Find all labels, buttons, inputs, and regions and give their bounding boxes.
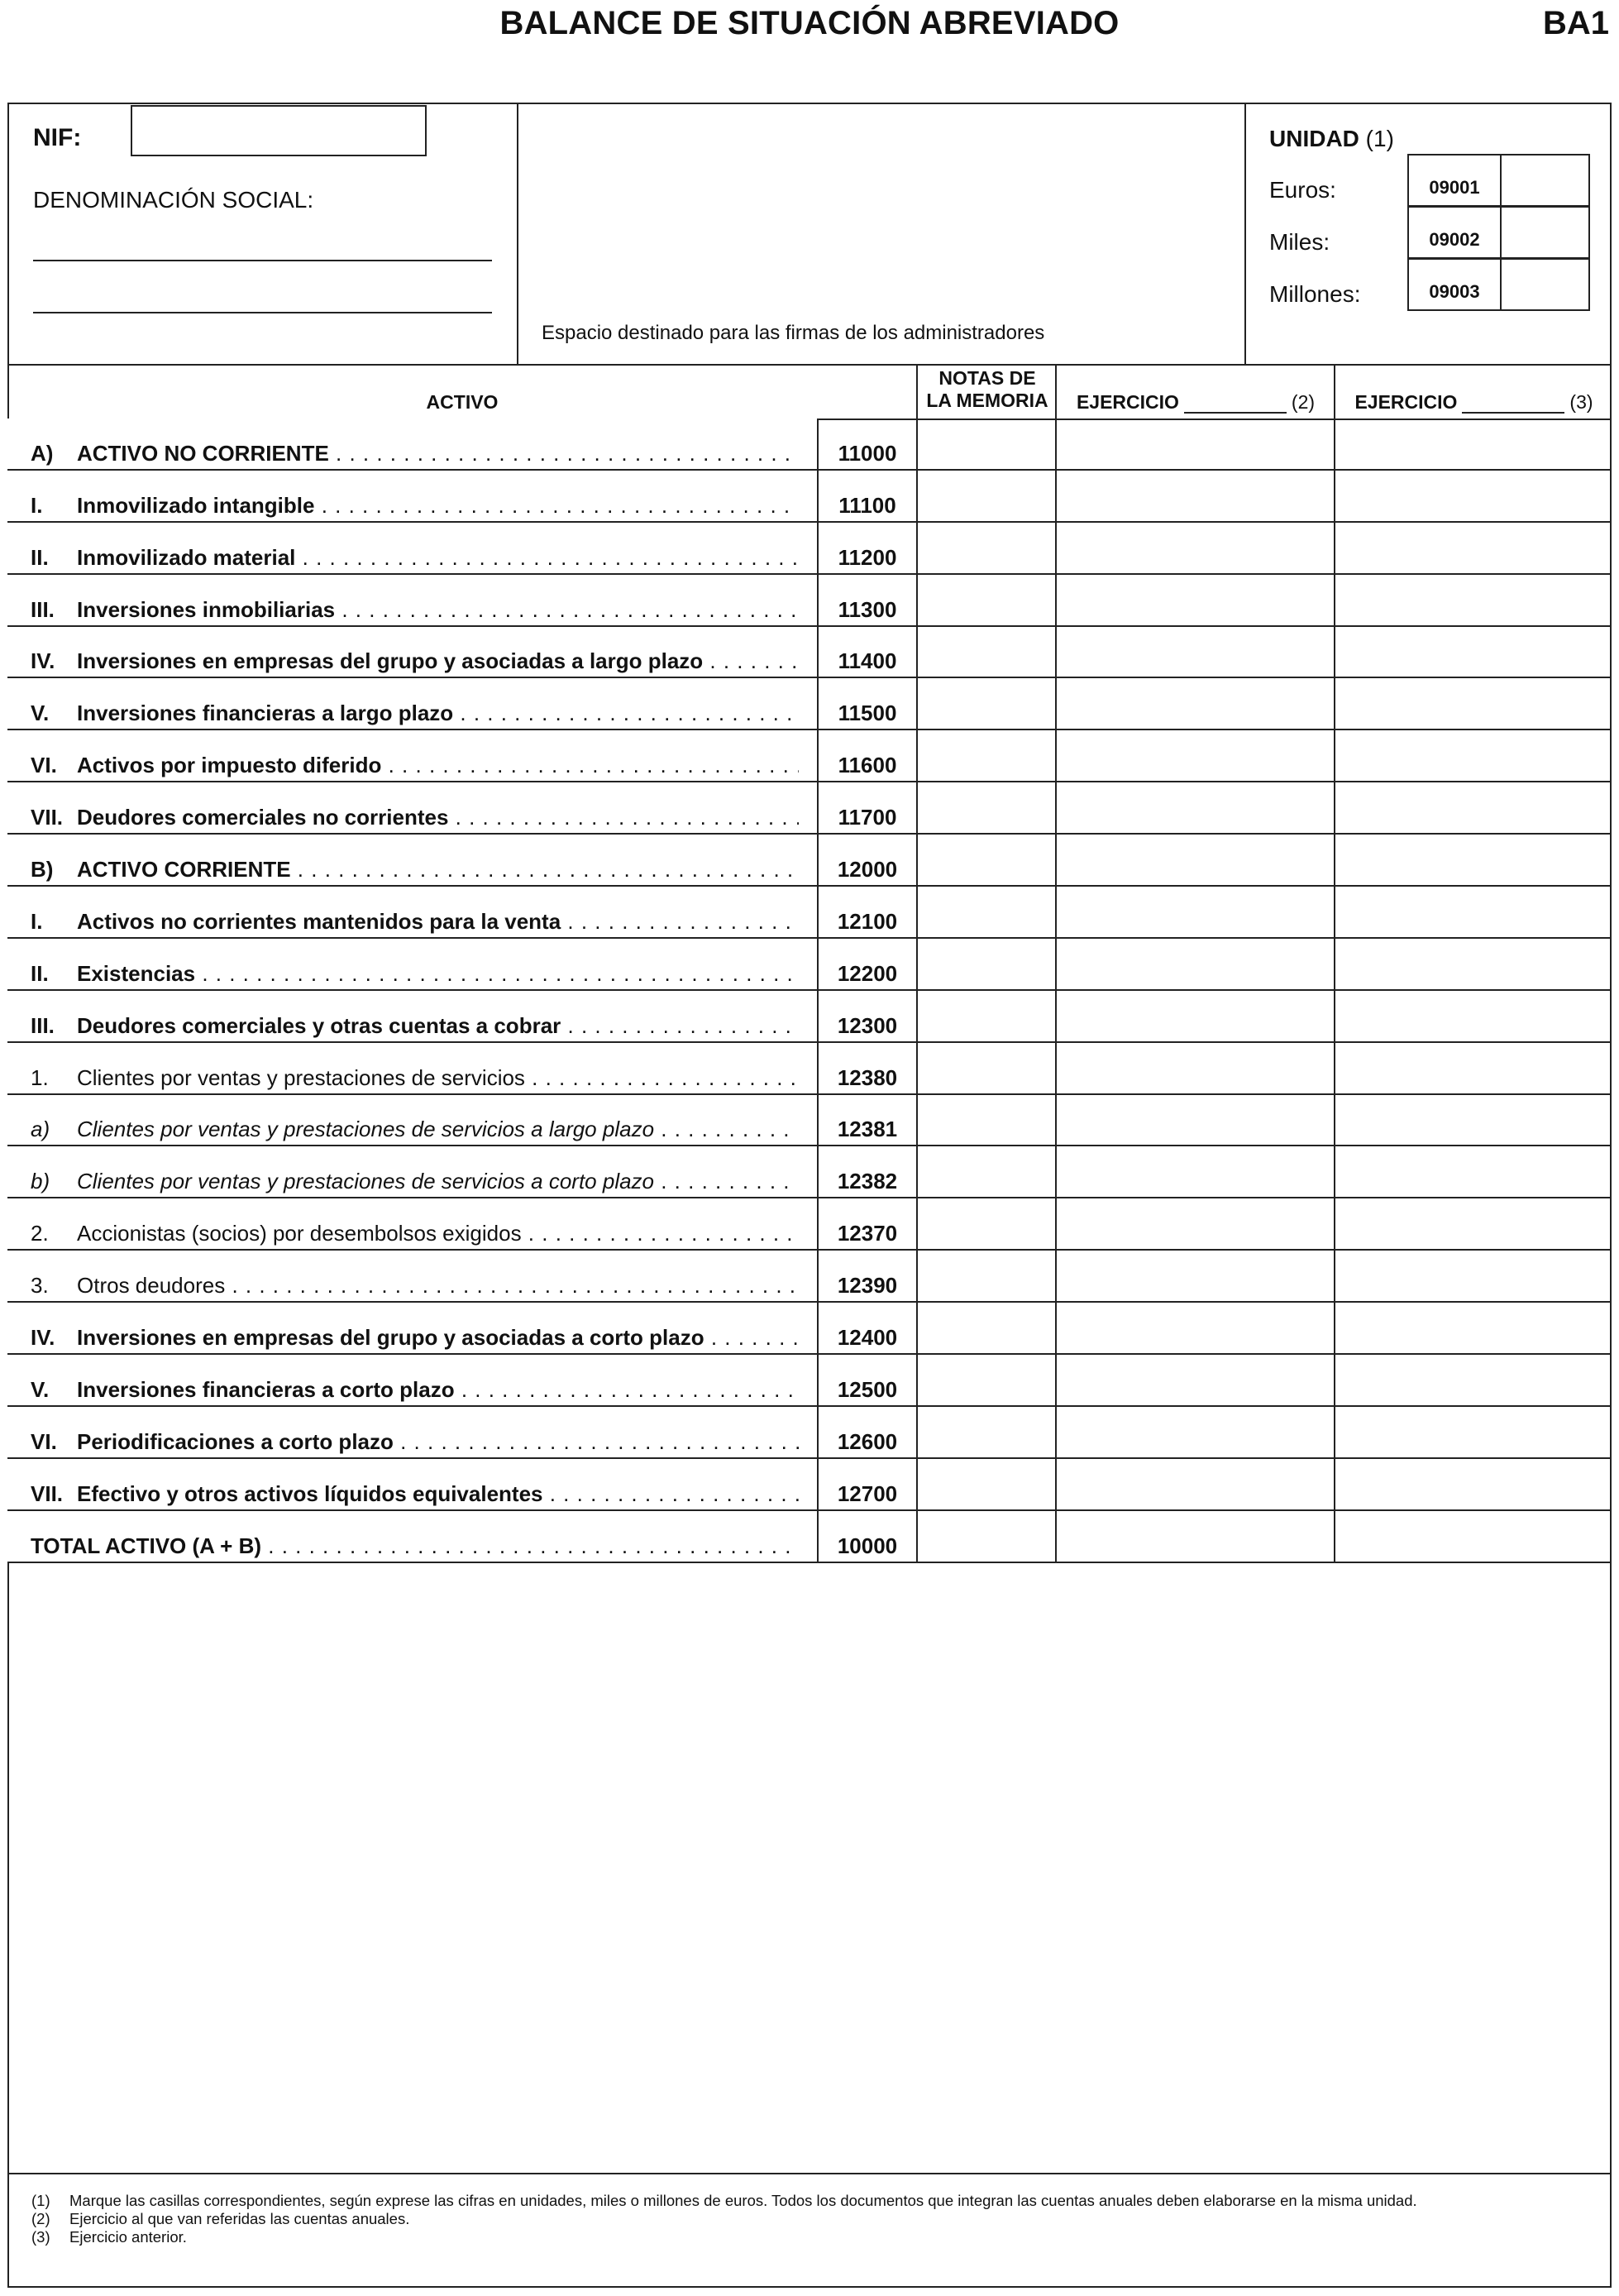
ejercicio-current-cell[interactable] <box>1057 1095 1334 1146</box>
row-code: 12500 <box>837 1376 898 1402</box>
header-divider-left <box>517 103 518 364</box>
notas-cell[interactable] <box>918 887 1055 937</box>
notas-cell[interactable] <box>918 627 1055 677</box>
row-label: TOTAL ACTIVO (A + B) . . . <box>31 1533 799 1559</box>
row-label: Otros deudores . . . <box>77 1273 799 1299</box>
row-label-cell <box>7 419 817 469</box>
table-row <box>7 1043 1612 1095</box>
ejercicio-year-blank[interactable] <box>1462 395 1564 414</box>
document-title: BALANCE DE SITUACIÓN ABREVIADO <box>499 5 1120 41</box>
table-row <box>7 678 1612 730</box>
notas-cell[interactable] <box>918 782 1055 833</box>
table-row <box>7 419 1612 471</box>
firmas-label: Espacio destinado para las firmas de los administradores <box>542 322 1045 344</box>
row-label-cell <box>7 1407 817 1457</box>
unidad-label <box>1269 126 1394 152</box>
ejercicio-current-cell[interactable] <box>1057 1198 1334 1249</box>
ejercicio-current-cell[interactable] <box>1057 523 1334 573</box>
notas-cell[interactable] <box>918 1511 1055 1562</box>
ejercicio-previous-column-divider <box>1334 364 1335 1563</box>
row-label: Deudores comerciales y otras cuentas a cobrar . . . <box>77 1013 799 1039</box>
ejercicio-current-column-divider <box>1055 364 1057 1563</box>
table-row <box>7 1303 1612 1355</box>
nif-label: NIF: <box>33 124 82 151</box>
row-code: 12600 <box>837 1428 898 1454</box>
row-label: Inversiones financieras a corto plazo . . . <box>77 1377 799 1403</box>
row-label: Inversiones inmobiliarias . . . <box>77 597 799 623</box>
row-label: Activos por impuesto diferido . . . <box>77 753 799 778</box>
footnote-text: Ejercicio anterior. <box>69 2228 187 2246</box>
row-label-cell <box>7 835 817 885</box>
row-number: 3. <box>31 1273 49 1299</box>
row-number: b) <box>31 1169 50 1194</box>
ejercicio-current-cell[interactable] <box>1057 1043 1334 1093</box>
ejercicio-previous-cell[interactable] <box>1335 1198 1611 1249</box>
ejercicio-previous-cell[interactable] <box>1335 887 1611 937</box>
row-code: 12380 <box>837 1064 898 1090</box>
ejercicio-previous-cell[interactable] <box>1335 419 1611 469</box>
row-number: V. <box>31 1376 50 1402</box>
notas-cell[interactable] <box>918 1251 1055 1301</box>
ejercicio-current-cell[interactable] <box>1057 1146 1334 1197</box>
table-row <box>7 835 1612 887</box>
row-label: Inmovilizado intangible . . . <box>77 493 799 519</box>
table-row <box>7 1355 1612 1407</box>
denominacion-label: DENOMINACIÓN SOCIAL: <box>33 187 314 213</box>
notas-cell[interactable] <box>918 1459 1055 1509</box>
unit-millones-box[interactable] <box>1407 258 1590 311</box>
ejercicio-current-cell[interactable] <box>1057 991 1334 1041</box>
footnote-number: (2) <box>31 2210 50 2227</box>
row-code: 11700 <box>838 805 897 830</box>
ejercicio-previous-cell[interactable] <box>1335 1511 1611 1562</box>
ejercicio-label: EJERCICIO <box>1076 391 1179 413</box>
unidad-note: (1) <box>1365 126 1394 151</box>
ejercicio-current-cell[interactable] <box>1057 575 1334 625</box>
row-code: 12000 <box>837 857 898 883</box>
ejercicio-previous-cell[interactable] <box>1335 523 1611 573</box>
row-code: 12400 <box>837 1325 898 1351</box>
row-label: Inversiones en empresas del grupo y asociadas a largo plazo . . . <box>77 648 799 674</box>
unit-millones-label: Millones: <box>1269 281 1361 307</box>
ejercicio-previous-cell[interactable] <box>1335 782 1611 833</box>
row-label-cell <box>7 471 817 521</box>
row-number: A) <box>31 440 54 466</box>
row-code: 12390 <box>837 1273 898 1299</box>
row-number: II. <box>31 544 49 570</box>
ejercicio-previous-cell[interactable] <box>1335 1146 1611 1197</box>
row-label-cell <box>7 678 817 729</box>
ejercicio-previous-cell[interactable] <box>1335 730 1611 781</box>
ejercicio-current-cell[interactable] <box>1057 730 1334 781</box>
table-row <box>7 1511 1612 1563</box>
ejercicio-current-cell[interactable] <box>1057 782 1334 833</box>
ejercicio-current-cell[interactable] <box>1057 887 1334 937</box>
denominacion-line-2[interactable] <box>33 312 492 313</box>
ejercicio-current-cell[interactable] <box>1057 678 1334 729</box>
unit-millones-code: 09003 <box>1409 260 1502 309</box>
row-code: 12382 <box>837 1169 898 1194</box>
row-number: IV. <box>31 1325 55 1351</box>
ejercicio-note: (3) <box>1569 391 1593 413</box>
ejercicio-current-cell[interactable] <box>1057 939 1334 989</box>
table-row <box>7 1198 1612 1251</box>
row-label: Clientes por ventas y prestaciones de servicios . . . <box>77 1065 799 1091</box>
ejercicio-note: (2) <box>1291 391 1316 413</box>
row-label: Inversiones en empresas del grupo y asociadas a corto plazo . . . <box>77 1325 799 1351</box>
row-label: Inversiones financieras a largo plazo . . . <box>77 701 799 726</box>
row-label-cell <box>7 1303 817 1353</box>
table-row <box>7 523 1612 575</box>
row-label: Accionistas (socios) por desembolsos exigidos . . . <box>77 1221 799 1246</box>
balance-table <box>7 419 1612 1563</box>
row-code: 11400 <box>838 648 897 674</box>
row-label-cell <box>7 991 817 1041</box>
row-label: Efectivo y otros activos líquidos equivalentes . . . <box>77 1481 799 1507</box>
ejercicio-previous-cell[interactable] <box>1335 1407 1611 1457</box>
row-number: II. <box>31 960 49 986</box>
table-row <box>7 575 1612 627</box>
row-number: VI. <box>31 1428 57 1454</box>
unit-miles-box[interactable] <box>1407 206 1590 259</box>
footnote-text: Marque las casillas correspondientes, según exprese las cifras en unidades, miles o millones de euros. Todos los documentos que integran las cuentas anuales deben elaborarse en la misma unidad. <box>69 2192 1417 2209</box>
ejercicio-current-cell[interactable] <box>1057 1303 1334 1353</box>
ejercicio-current-cell[interactable] <box>1057 471 1334 521</box>
notas-cell[interactable] <box>918 523 1055 573</box>
row-number: 1. <box>31 1064 49 1090</box>
ejercicio-previous-cell[interactable] <box>1335 1043 1611 1093</box>
notas-cell[interactable] <box>918 730 1055 781</box>
row-label: Periodificaciones a corto plazo . . . <box>77 1429 799 1455</box>
row-code: 11000 <box>838 440 897 466</box>
row-number: V. <box>31 701 50 726</box>
row-label: Inmovilizado material . . . <box>77 545 799 571</box>
ejercicio-previous-cell[interactable] <box>1335 835 1611 885</box>
notas-cell[interactable] <box>918 471 1055 521</box>
row-code: 12700 <box>837 1480 898 1506</box>
row-code: 11600 <box>838 753 897 778</box>
unit-euros-code: 09001 <box>1409 155 1502 205</box>
row-number: a) <box>31 1117 50 1142</box>
footnote-number: (3) <box>31 2228 50 2246</box>
row-label: ACTIVO CORRIENTE . . . <box>77 857 799 883</box>
row-label-cell <box>7 627 817 677</box>
row-label-cell <box>7 1355 817 1405</box>
row-label: Activos no corrientes mantenidos para la venta . . . <box>77 909 799 935</box>
footnote-number: (1) <box>31 2192 50 2209</box>
row-label: Deudores comerciales no corrientes . . . <box>77 805 799 830</box>
row-code: 11200 <box>838 544 897 570</box>
table-row <box>7 1407 1612 1459</box>
row-label-cell <box>7 1511 817 1562</box>
table-row <box>7 782 1612 835</box>
row-code: 11300 <box>838 596 897 622</box>
notas-cell[interactable] <box>918 1407 1055 1457</box>
ejercicio-previous-cell[interactable] <box>1335 627 1611 677</box>
table-row <box>7 887 1612 939</box>
row-label-cell <box>7 1198 817 1249</box>
column-header-activo: ACTIVO <box>426 391 499 413</box>
notas-cell[interactable] <box>918 1146 1055 1197</box>
footnotes-rule <box>7 2173 1612 2174</box>
table-row <box>7 939 1612 991</box>
row-label: Clientes por ventas y prestaciones de servicios a largo plazo . . . <box>77 1117 799 1142</box>
header-divider-right <box>1244 103 1246 364</box>
ejercicio-label: EJERCICIO <box>1354 391 1458 413</box>
notas-cell[interactable] <box>918 419 1055 469</box>
ejercicio-previous-cell[interactable] <box>1335 678 1611 729</box>
row-code: 12370 <box>837 1221 898 1246</box>
row-number: I. <box>31 492 43 518</box>
row-code: 12300 <box>837 1012 898 1038</box>
notas-cell[interactable] <box>918 835 1055 885</box>
row-label-cell <box>7 1095 817 1146</box>
row-code: 12200 <box>837 960 898 986</box>
unit-miles-label: Miles: <box>1269 229 1330 255</box>
notas-line-1: NOTAS DE <box>938 367 1036 389</box>
footnote <box>31 2228 1586 2246</box>
notas-cell[interactable] <box>918 1043 1055 1093</box>
notas-cell[interactable] <box>918 575 1055 625</box>
ejercicio-year-blank[interactable] <box>1184 395 1287 414</box>
notas-cell[interactable] <box>918 939 1055 989</box>
table-row <box>7 1146 1612 1198</box>
footnote <box>31 2192 1586 2210</box>
table-row <box>7 627 1612 679</box>
row-number: 2. <box>31 1221 49 1246</box>
ejercicio-current-cell[interactable] <box>1057 1251 1334 1301</box>
row-code: 12100 <box>837 908 898 934</box>
notas-cell[interactable] <box>918 1095 1055 1146</box>
row-code: 12381 <box>837 1117 898 1142</box>
notas-column-divider <box>916 364 918 1563</box>
table-row <box>7 730 1612 782</box>
ejercicio-current-cell[interactable] <box>1057 1459 1334 1509</box>
ejercicio-previous-cell[interactable] <box>1335 1095 1611 1146</box>
table-row <box>7 1459 1612 1511</box>
row-number: III. <box>31 596 55 622</box>
notas-cell[interactable] <box>918 991 1055 1041</box>
table-row <box>7 1095 1612 1147</box>
row-label-cell <box>7 1459 817 1509</box>
nif-input-box[interactable] <box>131 105 427 156</box>
row-number: III. <box>31 1012 55 1038</box>
column-header-ejercicio-previous <box>1336 366 1612 419</box>
ejercicio-previous-cell[interactable] <box>1335 471 1611 521</box>
row-label-cell <box>7 1251 817 1301</box>
row-label-cell <box>7 1043 817 1093</box>
row-label-cell <box>7 1146 817 1197</box>
footnote <box>31 2210 1586 2228</box>
ejercicio-previous-cell[interactable] <box>1335 991 1611 1041</box>
row-label-cell <box>7 782 817 833</box>
notas-cell[interactable] <box>918 1198 1055 1249</box>
column-header-notas <box>918 366 1057 419</box>
row-number: B) <box>31 857 54 883</box>
row-code: 11500 <box>838 701 897 726</box>
notas-cell[interactable] <box>918 1303 1055 1353</box>
ejercicio-previous-cell[interactable] <box>1335 1251 1611 1301</box>
notas-cell[interactable] <box>918 678 1055 729</box>
row-number: VII. <box>31 1480 64 1506</box>
row-label: Clientes por ventas y prestaciones de servicios a corto plazo . . . <box>77 1169 799 1194</box>
row-label-cell <box>7 939 817 989</box>
ejercicio-current-cell[interactable] <box>1057 1407 1334 1457</box>
row-number: IV. <box>31 648 55 674</box>
ejercicio-current-cell[interactable] <box>1057 627 1334 677</box>
notas-cell[interactable] <box>918 1355 1055 1405</box>
row-number: VI. <box>31 753 57 778</box>
ejercicio-current-cell[interactable] <box>1057 1511 1334 1562</box>
unit-euros-box[interactable] <box>1407 154 1590 207</box>
row-label: ACTIVO NO CORRIENTE . . . <box>77 441 799 466</box>
notas-line-2: LA MEMORIA <box>926 390 1048 411</box>
ejercicio-previous-cell[interactable] <box>1335 1355 1611 1405</box>
ejercicio-previous-cell[interactable] <box>1335 1459 1611 1509</box>
footnote-text: Ejercicio al que van referidas las cuentas anuales. <box>69 2210 410 2227</box>
ejercicio-current-cell[interactable] <box>1057 419 1334 469</box>
unidad-title: UNIDAD <box>1269 126 1359 151</box>
row-label-cell <box>7 887 817 937</box>
code-column-divider <box>817 419 819 1563</box>
row-number: VII. <box>31 805 64 830</box>
table-row <box>7 991 1612 1043</box>
row-label-cell <box>7 575 817 625</box>
ejercicio-previous-cell[interactable] <box>1335 939 1611 989</box>
row-code: 11100 <box>838 492 896 518</box>
ejercicio-current-cell[interactable] <box>1057 835 1334 885</box>
ejercicio-previous-cell[interactable] <box>1335 1303 1611 1353</box>
row-code: 10000 <box>837 1533 898 1558</box>
table-row <box>7 1251 1612 1303</box>
form-code: BA1 <box>1542 5 1609 41</box>
row-label-cell <box>7 523 817 573</box>
unit-euros-label: Euros: <box>1269 177 1336 203</box>
row-label-cell <box>7 730 817 781</box>
table-row <box>7 471 1612 523</box>
column-header-ejercicio-current <box>1058 366 1334 419</box>
footnotes <box>31 2192 1586 2246</box>
ejercicio-current-cell[interactable] <box>1057 1355 1334 1405</box>
row-label: Existencias . . . <box>77 961 799 987</box>
unit-miles-code: 09002 <box>1409 208 1502 257</box>
denominacion-line-1[interactable] <box>33 260 492 261</box>
ejercicio-previous-cell[interactable] <box>1335 575 1611 625</box>
row-number: I. <box>31 908 43 934</box>
